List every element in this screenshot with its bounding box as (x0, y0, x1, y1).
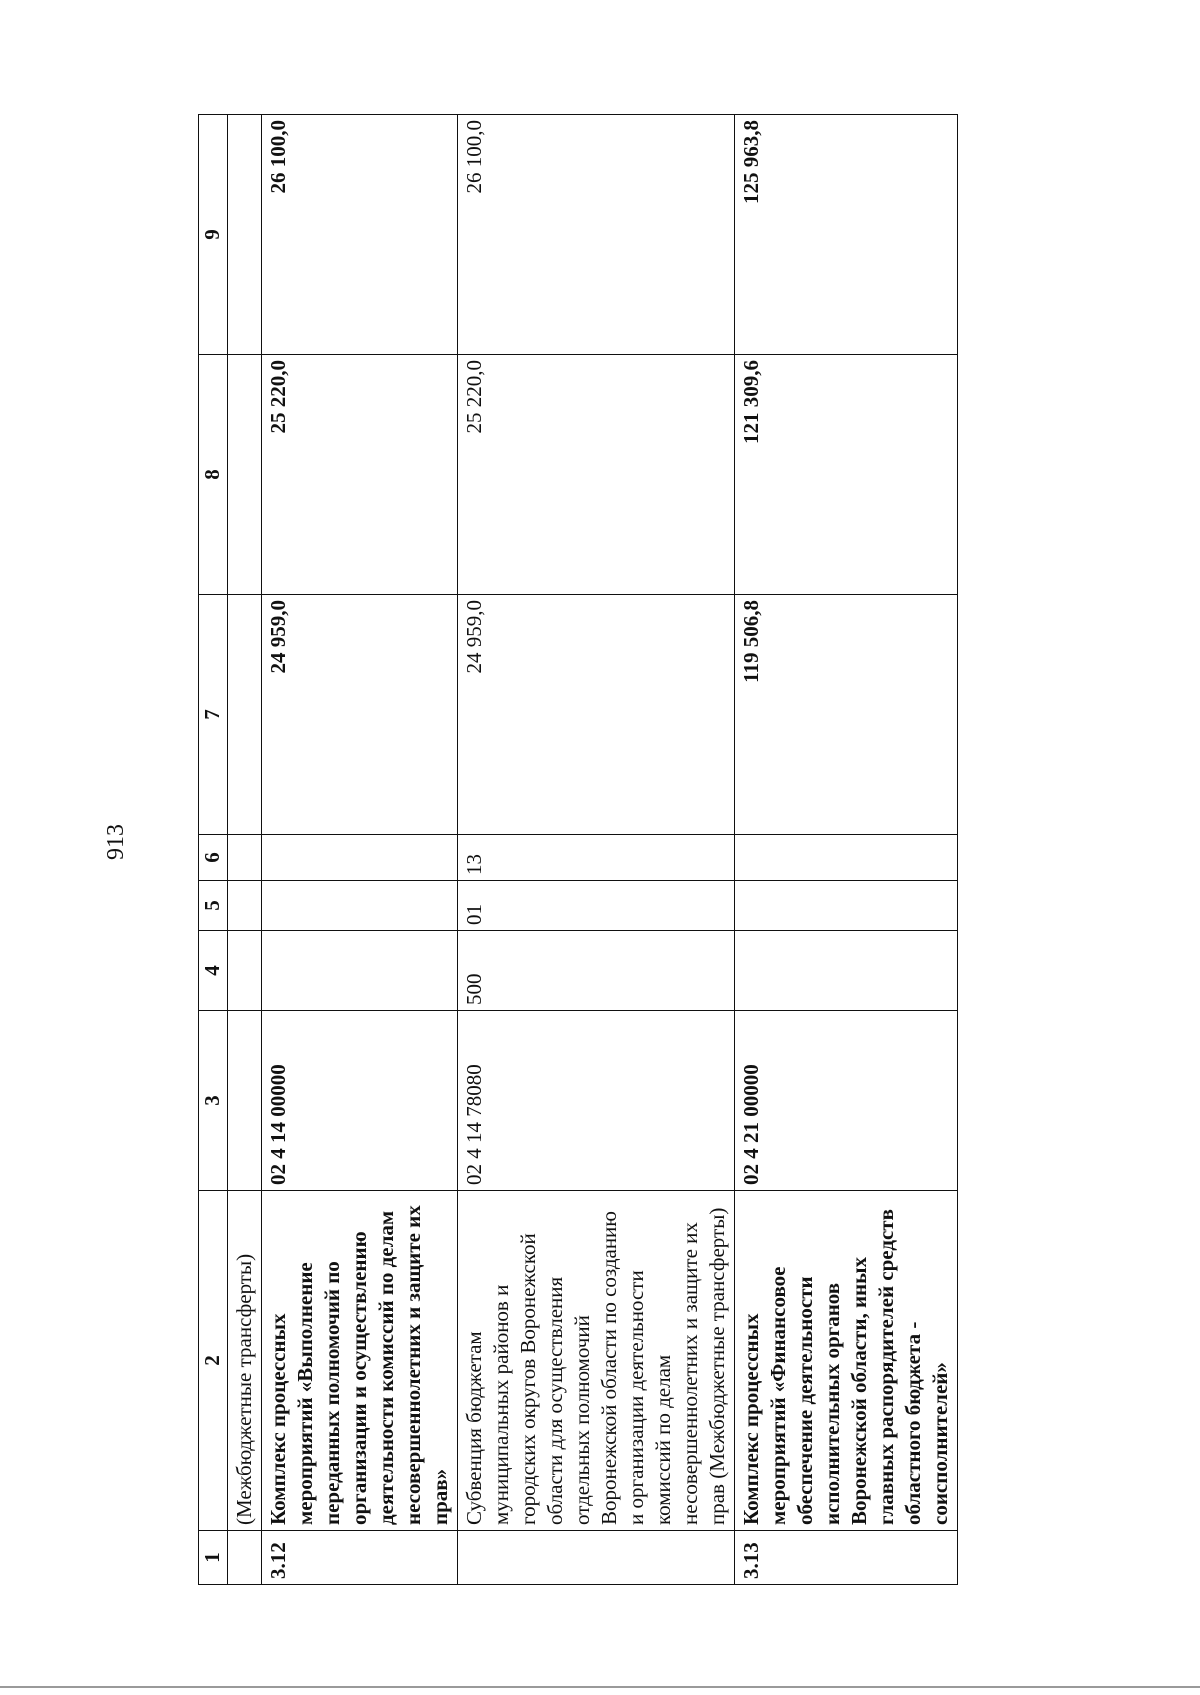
table-row (262, 115, 458, 1585)
cell-name: (Межбюджетные трансферты) (228, 1191, 262, 1531)
cell-amount-1: 24 959,0 (262, 595, 458, 835)
header-row (199, 115, 228, 1585)
cell-section: 01 (458, 881, 735, 931)
col-header-2: 2 (199, 1191, 228, 1531)
col-header-3: 3 (199, 1011, 228, 1191)
cell-amount-2 (228, 355, 262, 595)
cell-type (228, 931, 262, 1011)
cell-section (228, 881, 262, 931)
cell-amount-1: 24 959,0 (458, 595, 735, 835)
cell-code (228, 1011, 262, 1191)
col-header-4: 4 (199, 931, 228, 1011)
cell-amount-2: 25 220,0 (458, 355, 735, 595)
cell-section (735, 881, 958, 931)
cell-code: 02 4 21 00000 (735, 1011, 958, 1191)
cell-name: Субвенция бюджетам муниципальных районов и городских округов Воронежской области для осуществления отдельных полномочий Воронежской области по созданию и организации деятельности комиссий по делам несовершеннолетних и защите их прав (Межбюджетные трансферты) (458, 1191, 735, 1531)
cell-amount-2: 25 220,0 (262, 355, 458, 595)
page-number: 913 (103, 824, 129, 860)
col-header-6: 6 (199, 835, 228, 881)
col-header-7: 7 (199, 595, 228, 835)
cell-type: 500 (458, 931, 735, 1011)
cell-code: 02 4 14 00000 (262, 1011, 458, 1191)
cell-number: 3.12 (262, 1531, 458, 1585)
cell-number: 3.13 (735, 1531, 958, 1585)
cell-number (228, 1531, 262, 1585)
cell-section (262, 881, 458, 931)
cell-type (262, 931, 458, 1011)
col-header-9: 9 (199, 115, 228, 355)
cell-name: Комплекс процессных мероприятий «Финансовое обеспечение деятельности исполнительных органов Воронежской области, иных главных распорядителей средств областного бюджета - соисполнителей» (735, 1191, 958, 1531)
cell-subsection (735, 835, 958, 881)
cell-amount-3: 26 100,0 (458, 115, 735, 355)
cell-name: Комплекс процессных мероприятий «Выполнение переданных полномочий по организации и осуществлению деятельности комиссий по делам несовершеннолетних и защите их прав» (262, 1191, 458, 1531)
table-row (458, 115, 735, 1585)
col-header-1: 1 (199, 1531, 228, 1585)
cell-subsection: 13 (458, 835, 735, 881)
cell-amount-3 (228, 115, 262, 355)
cell-amount-2: 121 309,6 (735, 355, 958, 595)
col-header-5: 5 (199, 881, 228, 931)
cell-subsection (228, 835, 262, 881)
table-row (735, 115, 958, 1585)
table-row (228, 115, 262, 1585)
cell-type (735, 931, 958, 1011)
cell-amount-3: 26 100,0 (262, 115, 458, 355)
cell-code: 02 4 14 78080 (458, 1011, 735, 1191)
budget-table (198, 114, 958, 1585)
cell-number (458, 1531, 735, 1585)
cell-amount-1: 119 506,8 (735, 595, 958, 835)
cell-amount-1 (228, 595, 262, 835)
budget-table-container (198, 115, 1078, 1585)
cell-subsection (262, 835, 458, 881)
cell-amount-3: 125 963,8 (735, 115, 958, 355)
scan-edge-line (0, 1686, 1200, 1688)
col-header-8: 8 (199, 355, 228, 595)
